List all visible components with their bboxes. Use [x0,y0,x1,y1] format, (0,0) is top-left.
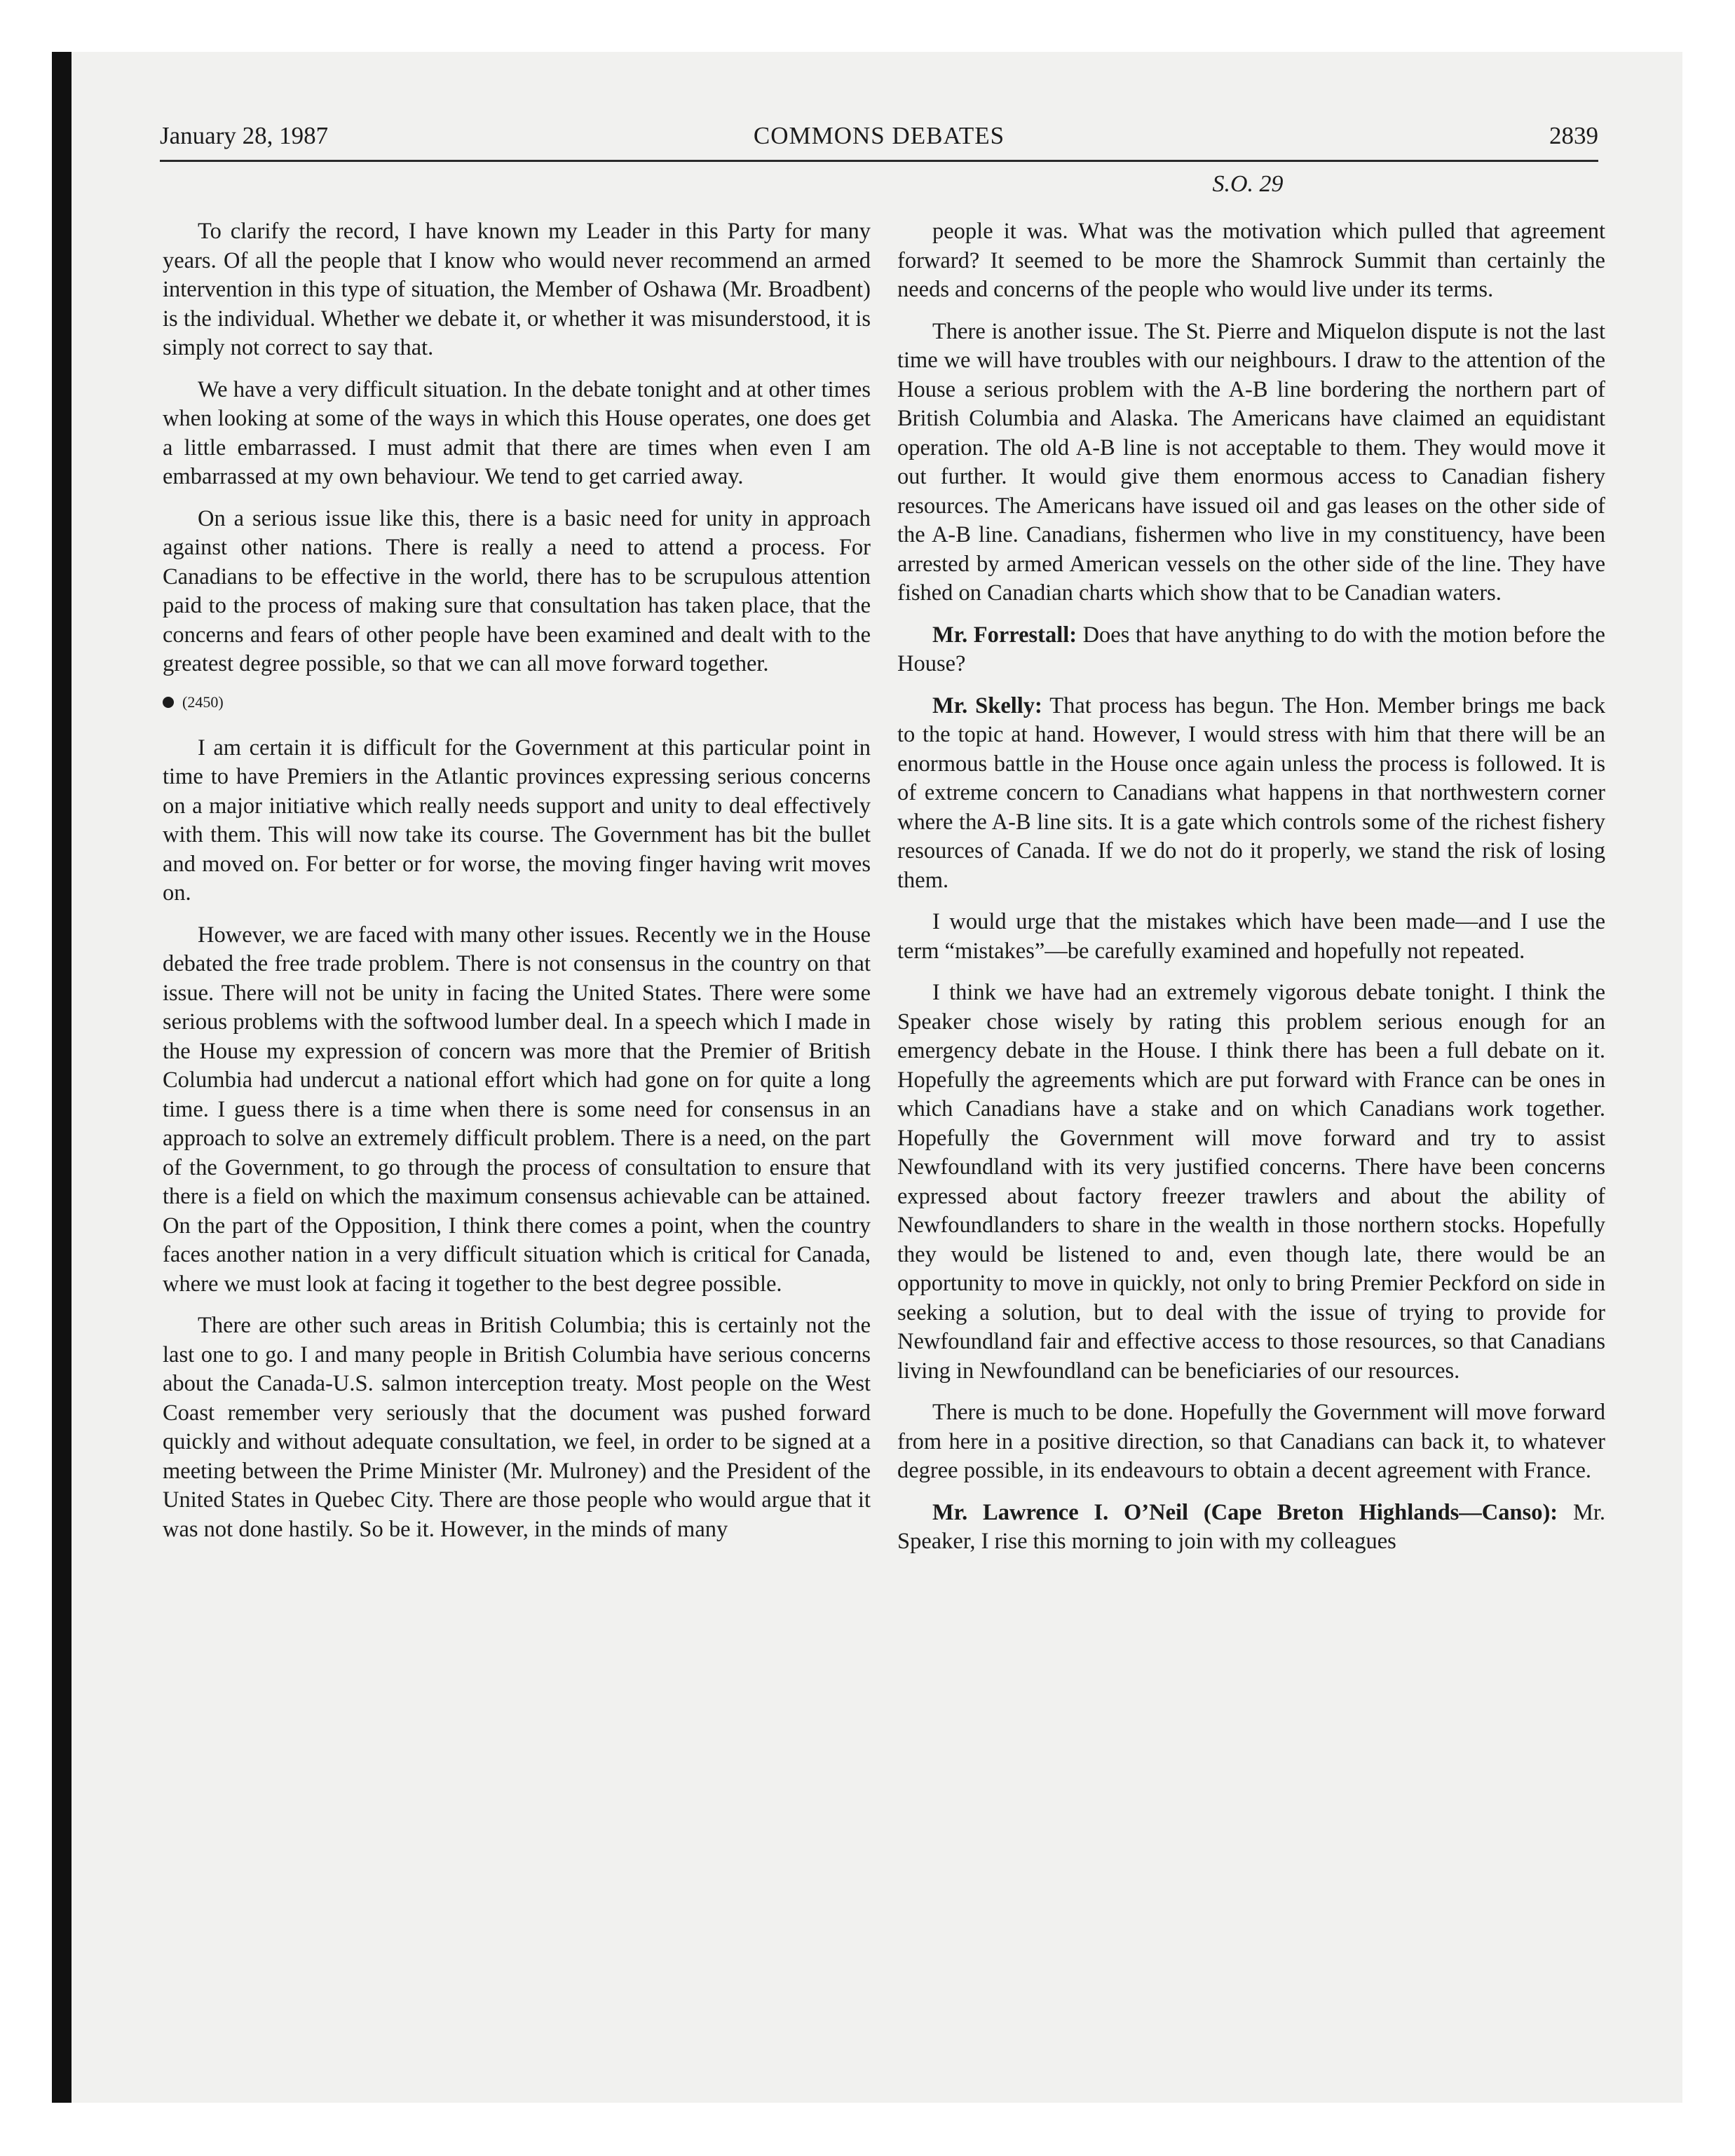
timestamp-marker [163,692,871,713]
paragraph: However, we are faced with many other issues. Recently we in the House debated the free trade problem. There is not consensus in the country on that issue. There will not be unity in facing the United States. There were some serious problems with the softwood lumber deal. In a speech which I made in the House my expression of concern was more that the Premier of British Columbia had undercut a national effort which had gone on for quite a long time. I guess there is a time when there is some need for consensus in an approach to solve an extremely difficult problem. There is a need, on the part of the Government, to go through the process of consultation to ensure that there is a field on which the maximum consensus achievable can be attained. On the part of the Opposition, I think there comes a point, when the country faces another nation in a very difficult situation which is critical for Canada, where we must look at facing it together to the best degree possible. [163,922,871,1297]
paragraph: There is much to be done. Hopefully the Government will move forward from here in a positive direction, so that Canadians can back it, to whatever degree possible, in its endeavours to obtain a decent agreement with France. [897,1400,1605,1483]
speaker-name: Mr. Forrestall: [932,622,1077,648]
speech-text: Mr. Speaker, I rise this morning to join with my colleagues [897,1499,1605,1554]
paragraph: There are other such areas in British Columbia; this is certainly not the last one to go. I and many people in British Columbia have serious concerns about the Canada-U.S. salmon interception treaty. Most people on the West Coast remember very seriously that the document was pushed forward quickly and without adequate consultation, we feel, in order to be signed at a meeting between the Prime Minister (Mr. Mulroney) and the President of the United States in Quebec City. There are those people who would argue that it was not done hastily. So be it. However, in the minds of many [163,1313,871,1542]
paragraph: We have a very difficult situation. In the debate tonight and at other times when looking at some of the ways in which this House operates, one does get a little embarrassed. I must admit that there are times when even I am embarrassed at my own behaviour. We tend to get carried away. [163,376,871,489]
speaker-name: Mr. Lawrence I. O’Neil (Cape Breton Highlands—Canso): [932,1499,1558,1525]
timestamp-text: (2450) [182,692,224,711]
paragraph: On a serious issue like this, there is a basic need for unity in approach against other nations. There is really a need to attend a process. For Canadians to be effective in the world, there has to be scrupulous attention paid to the process of making sure that consultation has taken place, that the concerns and fears of other people have been examined and dealt with to the greatest degree possible, so that we can all move forward together. [163,505,871,676]
binding-edge [52,52,72,2103]
paragraph: To clarify the record, I have known my Leader in this Party for many years. Of all the people that I know who would never recommend an armed intervention in this type of situation, the Member of Oshawa (Mr. Broadbent) is the individual. Whether we debate it, or whether it was misunderstood, it is simply not correct to say that. [163,219,871,360]
header-publication: COMMONS DEBATES [753,122,1005,149]
paragraph: I would urge that the mistakes which have been made—and I use the term “mistakes”—be carefully examined and hopefully not repeated. [897,909,1605,964]
section-tag: S.O. 29 [1212,171,1284,197]
page-header [160,119,1598,162]
paragraph [897,621,1605,679]
paragraph [897,692,1605,896]
header-page-number: 2839 [1549,122,1598,149]
paragraph: people it was. What was the motivation which pulled that agreement forward? It seemed to be more the Shamrock Summit than certainly the needs and concerns of the people who would live under its terms. [897,219,1605,302]
speaker-name: Mr. Skelly: [932,692,1042,718]
paragraph: There is another issue. The St. Pierre and Miquelon dispute is not the last time we will have troubles with our neighbours. I draw to the attention of the House a serious problem with the A-B line bordering the northern part of British Columbia and Alaska. The Americans have claimed an equidistant operation. The old A-B line is not acceptable to them. They would move it out further. It would give them enormous access to Canadian fishery resources. The Americans have issued oil and gas leases on the other side of the A-B line. Canadians, fishermen who live in my constituency, have been arrested by armed American vessels on the other side of the line. They have fished on Canadian charts which show that to be Canadian waters. [897,318,1605,606]
header-date: January 28, 1987 [160,122,329,149]
speech-text: Does that have anything to do with the motion before the House? [897,622,1605,676]
left-column [163,217,871,1557]
bullet-icon [163,697,174,708]
right-column [897,217,1605,1569]
paragraph: I am certain it is difficult for the Government at this particular point in time to have Premiers in the Atlantic provinces expressing serious concerns on a major initiative which really needs support and unity to deal effectively with them. This will now take its course. The Government has bit the bullet and moved on. For better or for worse, the moving finger having writ moves on. [163,735,871,906]
paragraph: I think we have had an extremely vigorous debate tonight. I think the Speaker chose wisely by rating this problem serious enough for an emergency debate in the House. I think there has been a full debate on it. Hopefully the agreements which are put forward with France can be ones in which Canadians have a stake and on which Canadians work together. Hopefully the Government will move forward and try to assist Newfoundland with its very justified concerns. There have been concerns expressed about factory freezer trawlers and about the ability of Newfoundlanders to share in the wealth in those northern stocks. Hopefully they would be listened to and, even though late, there would be an opportunity to move in quickly, not only to bring Premier Peckford on side in seeking a solution, but to deal with the issue of trying to provide for Newfoundland fair and effective access to those resources, so that Canadians living in Newfoundland can be beneficiaries of our resources. [897,980,1605,1384]
paragraph [897,1499,1605,1557]
speech-text: That process has begun. The Hon. Member brings me back to the topic at hand. However, I would stress with him that there will be an enormous battle in the House once again unless the process is followed. It is of extreme concern to Canadians what happens in that northwestern corner where the A-B line sits. It is a gate which controls some of the richest fishery resources of Canada. If we do not do it properly, we stand the risk of losing them. [897,692,1605,893]
